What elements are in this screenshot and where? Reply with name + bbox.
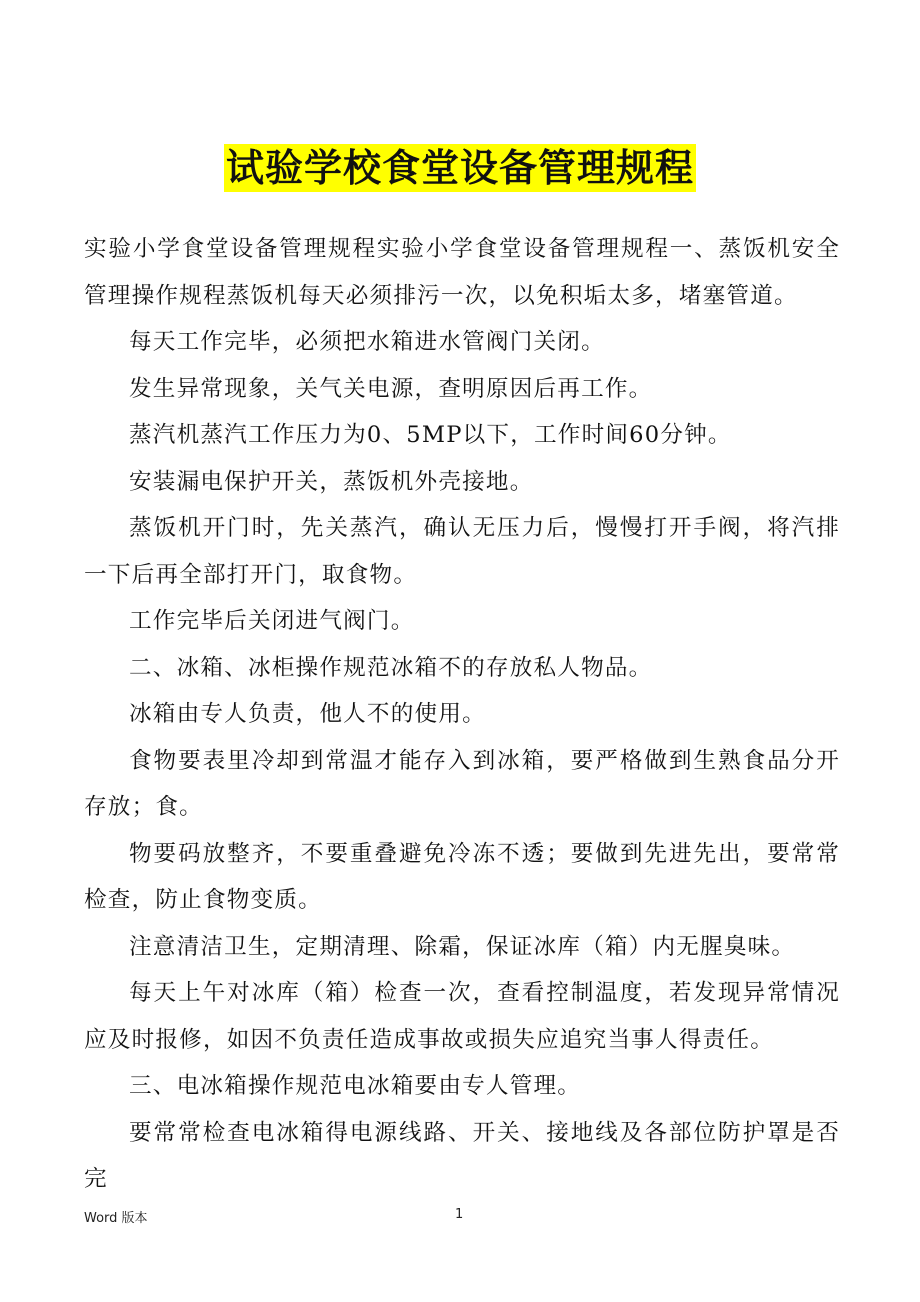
paragraph: 要常常检查电冰箱得电源线路、开关、接地线及各部位防护罩是否完: [84, 1119, 840, 1192]
paragraph: 食物要表里冷却到常温才能存入到冰箱，要严格做到生熟食品分开存放；食。: [84, 747, 840, 820]
paragraph: 安装漏电保护开关，蒸饭机外壳接地。: [129, 468, 534, 495]
paragraph: 注意清洁卫生，定期清理、除霜，保证冰库（箱）内无腥臭味。: [129, 933, 796, 960]
paragraph: 每天工作完毕，必须把水箱进水管阀门关闭。: [129, 329, 605, 355]
paragraph: 实验小学食堂设备管理规程实验小学食堂设备管理规程一、蒸饭机安全管理操作规程蒸饭机每天必须排污一次，以免积垢太多，堵塞管道。: [84, 236, 840, 309]
paragraph: 冰箱由专人负责，他人不的使用。: [129, 701, 486, 727]
paragraph: 发生异常现象，关气关电源，查明原因后再工作。: [129, 375, 653, 402]
document-body: [84, 226, 840, 1203]
paragraph: 工作完毕后关闭进气阀门。: [129, 608, 415, 634]
paragraph: 蒸饭机开门时，先关蒸汽，确认无压力后，慢慢打开手阀，将汽排一下后再全部打开门，取食物。: [84, 515, 840, 588]
paragraph: 二、冰箱、冰柜操作规范冰箱不的存放私人物品。: [129, 654, 653, 681]
paragraph: 蒸汽机蒸汽工作压力为0、5MP以下，工作时间60分钟。: [129, 422, 732, 448]
document-title: 试验学校食堂设备管理规程: [225, 146, 694, 190]
paragraph: 三、电冰箱操作规范电冰箱要由专人管理。: [129, 1073, 582, 1099]
paragraph: 物要码放整齐，不要重叠避免冷冻不透；要做到先进先出，要常常检查，防止食物变质。: [84, 840, 840, 913]
title-wrapper: [0, 144, 920, 192]
paragraph: 每天上午对冰库（箱）检查一次，查看控制温度，若发现异常情况应及时报修，如因不负责任造成事故或损失应追究当事人得责任。: [84, 980, 840, 1053]
footer-label: Word 版本: [84, 1211, 148, 1226]
page-number: 1: [455, 1207, 464, 1222]
